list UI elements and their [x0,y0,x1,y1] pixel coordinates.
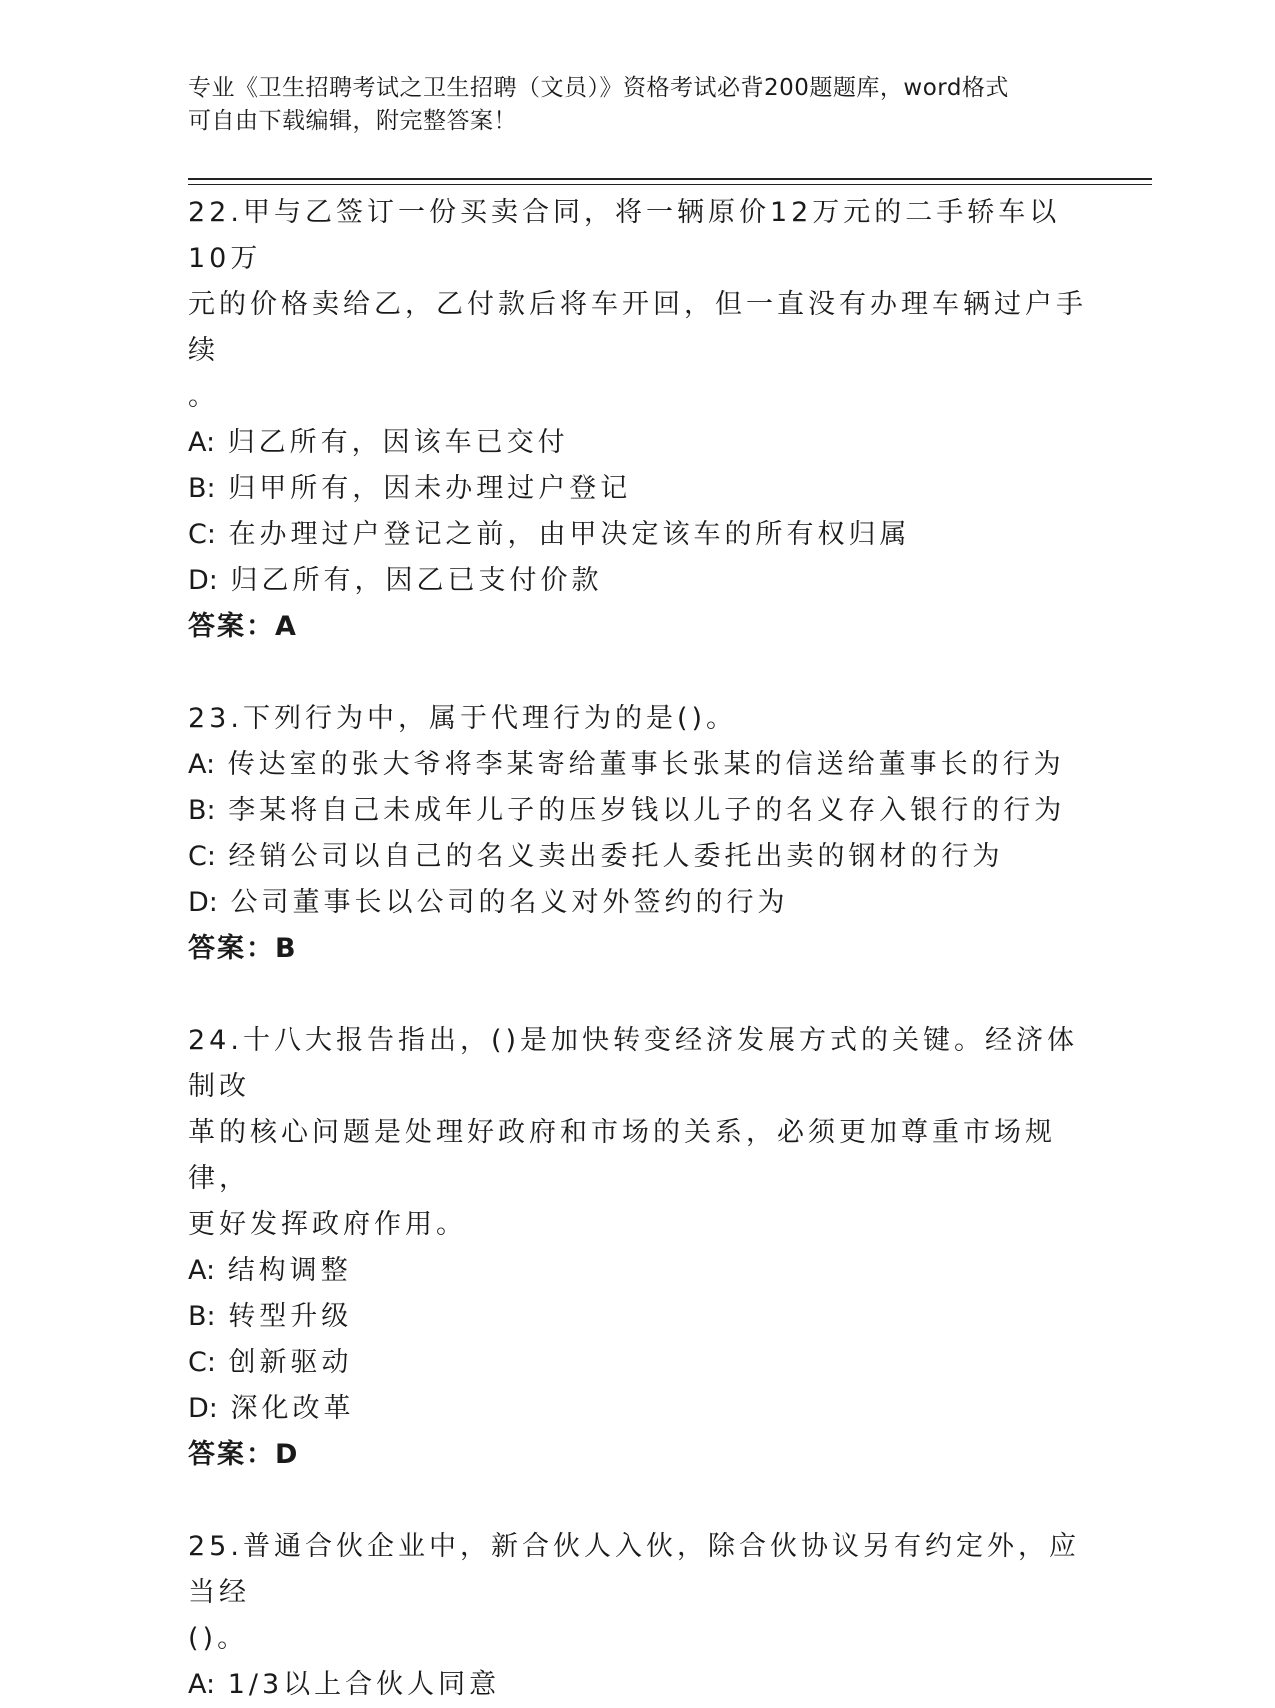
option-a [188,1248,1088,1294]
question-23 [188,696,1088,972]
option-a [188,1662,1088,1708]
option-letter: D: [188,565,218,596]
question-stem-line: ()。 [188,1623,249,1654]
option-letter: A: [188,427,216,458]
option-text: 传达室的张大爷将李某寄给董事长张某的信送给董事长的行为 [227,749,1065,780]
option-text: 结构调整 [227,1255,352,1286]
answer-line: 答案：B [188,933,298,964]
option-text: 创新驱动 [228,1347,353,1378]
option-c [188,834,1088,880]
option-a [188,420,1088,466]
option-d [188,558,1088,604]
option-text: 在办理过户登记之前，由甲决定该车的所有权归属 [228,519,911,550]
option-b [188,466,1088,512]
header-divider-thick [188,178,1152,180]
question-stem-line: 更好发挥政府作用。 [188,1209,467,1240]
option-text: 归乙所有，因该车已交付 [227,427,569,458]
option-d [188,880,1088,926]
question-stem-line: 元的价格卖给乙，乙付款后将车开回，但一直没有办理车辆过户手续 [188,289,1087,366]
option-letter: B: [188,795,216,826]
option-letter: A: [188,1669,216,1700]
document-header [188,72,1088,138]
option-letter: C: [188,841,216,872]
question-24 [188,1018,1088,1478]
question-stem-line: 。 [188,381,219,412]
question-stem-line: 25.普通合伙企业中，新合伙人入伙，除合伙协议另有约定外，应当经 [188,1531,1080,1608]
option-text: 经销公司以自己的名义卖出委托人委托出卖的钢材的行为 [228,841,1004,872]
option-b [188,788,1088,834]
option-text: 1/3以上合伙人同意 [227,1669,501,1700]
option-a [188,742,1088,788]
question-spacer [188,650,1088,696]
option-text: 公司董事长以公司的名义对外签约的行为 [230,887,789,918]
option-c [188,1340,1088,1386]
header-line-2: 可自由下载编辑，附完整答案！ [188,108,517,134]
question-spacer [188,972,1088,1018]
option-text: 转型升级 [228,1301,353,1332]
option-d [188,1386,1088,1432]
header-line-1: 专业《卫生招聘考试之卫生招聘（文员）》资格考试必背200题题库，word格式 [188,75,1009,101]
option-b [188,1294,1088,1340]
option-letter: D: [188,887,218,918]
option-letter: C: [188,1347,216,1378]
option-letter: A: [188,749,216,780]
question-25 [188,1524,1088,1708]
option-text: 归甲所有，因未办理过户登记 [228,473,632,504]
answer-line: 答案：D [188,1439,300,1470]
answer-line: 答案：A [188,611,298,642]
option-text: 李某将自己未成年儿子的压岁钱以儿子的名义存入银行的行为 [228,795,1066,826]
option-letter: B: [188,1301,216,1332]
header-divider-thin [188,184,1152,185]
option-text: 深化改革 [230,1393,355,1424]
question-stem-line: 24.十八大报告指出，()是加快转变经济发展方式的关键。经济体制改 [188,1025,1079,1102]
option-letter: D: [188,1393,218,1424]
question-spacer [188,1478,1088,1524]
option-letter: C: [188,519,216,550]
option-letter: B: [188,473,216,504]
question-list [188,190,1088,1708]
option-letter: A: [188,1255,216,1286]
option-text: 归乙所有，因乙已支付价款 [230,565,603,596]
question-stem-line: 革的核心问题是处理好政府和市场的关系，必须更加尊重市场规律， [188,1117,1056,1194]
question-22 [188,190,1088,650]
question-stem-line: 22.甲与乙签订一份买卖合同，将一辆原价12万元的二手轿车以10万 [188,197,1061,274]
option-c [188,512,1088,558]
question-stem-line: 23.下列行为中，属于代理行为的是()。 [188,703,738,734]
